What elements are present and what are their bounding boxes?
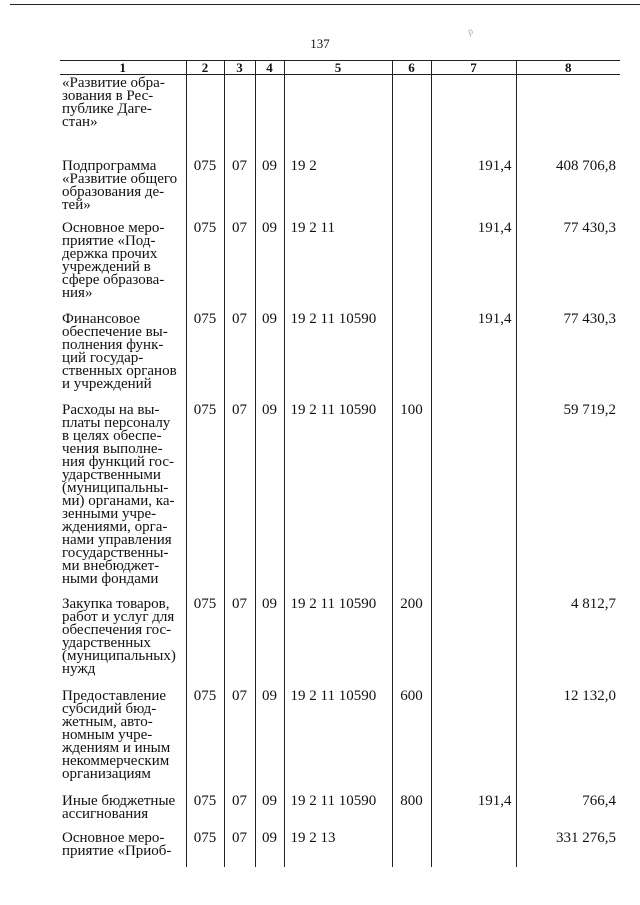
amount-col8-cell: 77 430,3	[516, 310, 620, 401]
ministry-code-cell: 075	[186, 687, 224, 792]
item-name-cell	[60, 401, 186, 595]
subsection-code-cell: 09	[255, 401, 284, 595]
ministry-code-cell: 075	[186, 401, 224, 595]
target-article-cell	[284, 75, 392, 157]
item-name-cell	[60, 792, 186, 829]
expense-type-cell	[392, 829, 431, 867]
column-number-row	[60, 61, 620, 75]
section-code-cell: 07	[224, 595, 255, 687]
top-rule	[10, 4, 640, 5]
expense-type-cell	[392, 157, 431, 219]
ministry-code-cell: 075	[186, 219, 224, 310]
scan-mark: ρ	[466, 25, 475, 38]
subsection-code-cell: 09	[255, 219, 284, 310]
item-name-cell	[60, 157, 186, 219]
table-row	[60, 157, 620, 219]
ministry-code-cell: 075	[186, 157, 224, 219]
column-header: 2	[186, 61, 224, 75]
target-article-cell: 19 2 11 10590	[284, 792, 392, 829]
column-header: 8	[516, 61, 620, 75]
item-name-cell	[60, 75, 186, 157]
target-article-cell: 19 2 11 10590	[284, 687, 392, 792]
item-name: Основное меро- приятие «Под- держка прочих учреждений в сфере образова- ния»	[62, 219, 165, 301]
item-name-cell	[60, 595, 186, 687]
section-code-cell: 07	[224, 219, 255, 310]
item-name-cell	[60, 829, 186, 867]
amount-col8-cell: 59 719,2	[516, 401, 620, 595]
subsection-code-cell: 09	[255, 687, 284, 792]
table-row	[60, 595, 620, 687]
expense-type-cell	[392, 310, 431, 401]
ministry-code-cell: 075	[186, 310, 224, 401]
expense-type-cell: 800	[392, 792, 431, 829]
section-code-cell: 07	[224, 829, 255, 867]
subsection-code-cell: 09	[255, 595, 284, 687]
table-row	[60, 829, 620, 867]
column-header: 1	[60, 61, 186, 75]
amount-col7-cell	[431, 595, 516, 687]
target-article-cell: 19 2 11 10590	[284, 401, 392, 595]
section-code-cell: 07	[224, 687, 255, 792]
amount-col7-cell	[431, 687, 516, 792]
column-header: 6	[392, 61, 431, 75]
amount-col7-cell: 191,4	[431, 310, 516, 401]
item-name: Закупка товаров, работ и услуг для обеспечения гос- ударственных (муниципальных) нужд	[62, 595, 176, 677]
table-row	[60, 310, 620, 401]
column-header: 4	[255, 61, 284, 75]
amount-col7-cell	[431, 829, 516, 867]
amount-col8-cell	[516, 75, 620, 157]
target-article-cell: 19 2	[284, 157, 392, 219]
amount-col8-cell: 4 812,7	[516, 595, 620, 687]
ministry-code-cell: 075	[186, 792, 224, 829]
expense-type-cell	[392, 219, 431, 310]
subsection-code-cell	[255, 75, 284, 157]
expense-type-cell	[392, 75, 431, 157]
item-name: Подпрограмма «Развитие общего образования де- тей»	[62, 157, 178, 213]
item-name-cell	[60, 219, 186, 310]
amount-col7-cell: 191,4	[431, 792, 516, 829]
subsection-code-cell: 09	[255, 310, 284, 401]
table-row	[60, 75, 620, 157]
amount-col7-cell	[431, 401, 516, 595]
page-number: 137	[310, 36, 330, 51]
amount-col8-cell: 331 276,5	[516, 829, 620, 867]
section-code-cell: 07	[224, 792, 255, 829]
item-name: Предоставление субсидий бюд- жетным, авто- номным учре- ждениям и иным некоммерческим организациям	[62, 687, 171, 782]
column-header: 3	[224, 61, 255, 75]
column-header: 5	[284, 61, 392, 75]
table-row	[60, 401, 620, 595]
amount-col7-cell: 191,4	[431, 219, 516, 310]
target-article-cell: 19 2 13	[284, 829, 392, 867]
amount-col8-cell: 77 430,3	[516, 219, 620, 310]
item-name-cell	[60, 310, 186, 401]
subsection-code-cell: 09	[255, 829, 284, 867]
item-name: Основное меро- приятие «Приоб-	[62, 829, 172, 859]
target-article-cell: 19 2 11 10590	[284, 310, 392, 401]
section-code-cell: 07	[224, 157, 255, 219]
table-row	[60, 687, 620, 792]
item-name: Финансовое обеспечение вы- полнения функ- ций государ- ственных органов и учреждений	[62, 310, 177, 392]
amount-col8-cell: 766,4	[516, 792, 620, 829]
amount-col7-cell	[431, 75, 516, 157]
ministry-code-cell: 075	[186, 829, 224, 867]
expense-type-cell: 100	[392, 401, 431, 595]
target-article-cell: 19 2 11 10590	[284, 595, 392, 687]
subsection-code-cell: 09	[255, 792, 284, 829]
item-name-cell	[60, 687, 186, 792]
column-header: 7	[431, 61, 516, 75]
section-code-cell: 07	[224, 401, 255, 595]
amount-col7-cell: 191,4	[431, 157, 516, 219]
table-row	[60, 792, 620, 829]
table-row	[60, 219, 620, 310]
budget-table	[60, 60, 620, 867]
subsection-code-cell: 09	[255, 157, 284, 219]
expense-type-cell: 600	[392, 687, 431, 792]
item-name: «Развитие обра- зования в Рес- публике Даге- стан»	[62, 75, 165, 130]
amount-col8-cell: 408 706,8	[516, 157, 620, 219]
item-name: Расходы на вы- платы персоналу в целях обеспе- чения выполне- ния функций гос- ударственными (муниципальны- ми) органами, ка- зенными учре- ждениями, орга- нами управления государственны- ми внебюджет- ными фондами	[62, 401, 175, 587]
section-code-cell	[224, 75, 255, 157]
ministry-code-cell: 075	[186, 595, 224, 687]
section-code-cell: 07	[224, 310, 255, 401]
target-article-cell: 19 2 11	[284, 219, 392, 310]
item-name: Иные бюджетные ассигнования	[62, 792, 176, 822]
expense-type-cell: 200	[392, 595, 431, 687]
ministry-code-cell	[186, 75, 224, 157]
amount-col8-cell: 12 132,0	[516, 687, 620, 792]
